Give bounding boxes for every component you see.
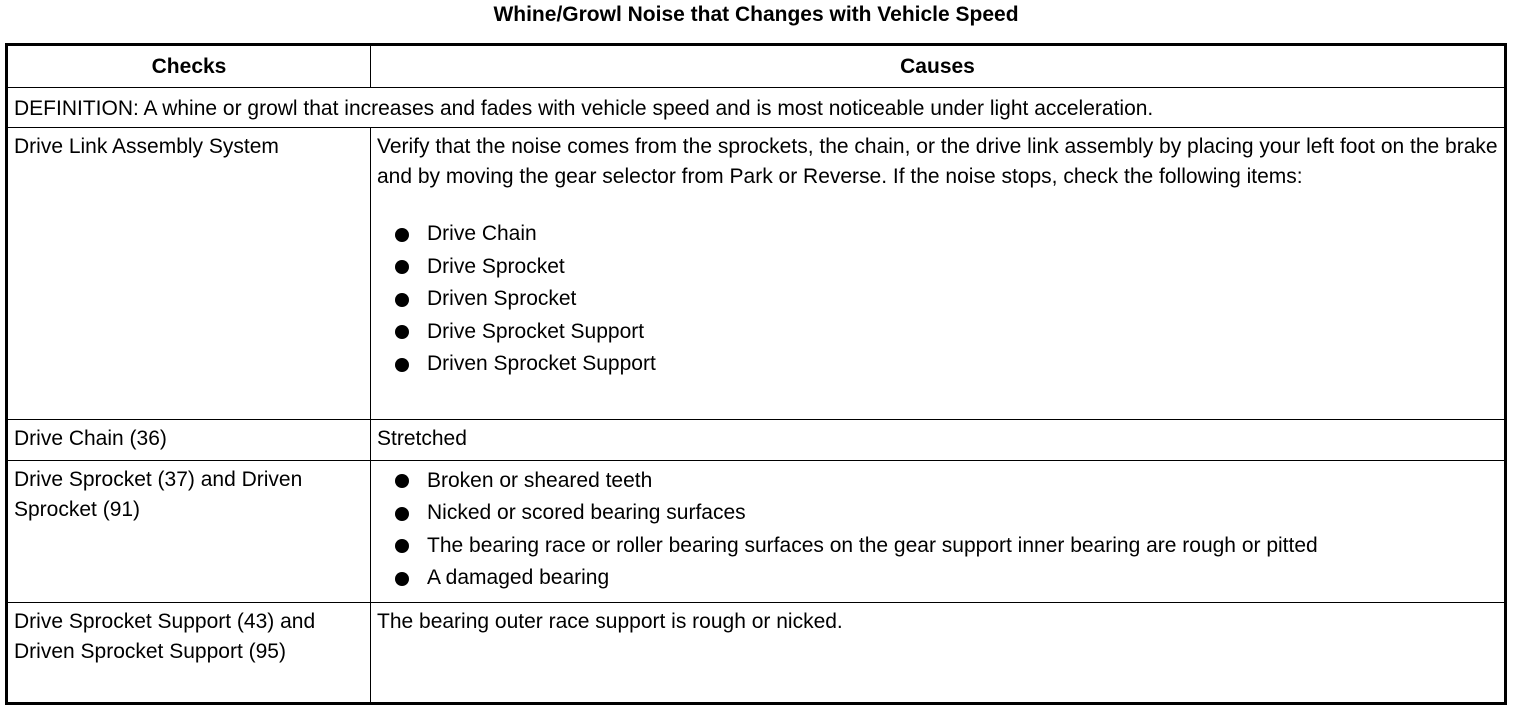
bullet-icon — [395, 293, 409, 307]
bullet-icon — [395, 539, 409, 553]
table-row — [7, 602, 1506, 703]
bullet-icon — [395, 325, 409, 339]
bullet-icon — [395, 572, 409, 586]
list-item-label: Drive Sprocket Support — [427, 319, 645, 343]
bullet-list — [377, 218, 1498, 381]
cause-cell — [371, 128, 1506, 420]
list-item — [377, 497, 1498, 530]
check-cell: Drive Link Assembly System — [7, 128, 371, 420]
list-item-label: Broken or sheared teeth — [427, 468, 653, 492]
list-item-label: The bearing race or roller bearing surfaces on the gear support inner bearing are rough or pitted — [427, 533, 1318, 557]
list-item — [377, 218, 1498, 251]
table-row — [7, 420, 1506, 461]
table-row — [7, 128, 1506, 420]
cause-cell: The bearing outer race support is rough or nicked. — [371, 602, 1506, 703]
definition-text: DEFINITION: A whine or growl that increases and fades with vehicle speed and is most noticeable under light acceleration. — [7, 87, 1506, 128]
list-item-label: Driven Sprocket — [427, 287, 577, 311]
list-item-label: Drive Sprocket — [427, 254, 565, 278]
definition-row — [7, 87, 1506, 128]
check-cell: Drive Chain (36) — [7, 420, 371, 461]
bullet-icon — [395, 507, 409, 521]
list-item-label: A damaged bearing — [427, 566, 610, 590]
bullet-icon — [395, 228, 409, 242]
check-cell: Drive Sprocket Support (43) and Driven Sprocket Support (95) — [7, 602, 371, 703]
page-title: Whine/Growl Noise that Changes with Vehicle Speed — [493, 3, 1019, 26]
header-causes: Causes — [371, 45, 1506, 88]
list-item-label: Drive Chain — [427, 222, 537, 246]
diagnostic-table — [5, 43, 1507, 705]
check-cell: Drive Sprocket (37) and Driven Sprocket (91) — [7, 460, 371, 602]
list-item-label: Nicked or scored bearing surfaces — [427, 501, 746, 525]
bullet-icon — [395, 358, 409, 372]
list-item — [377, 465, 1498, 498]
list-item — [377, 348, 1498, 381]
list-item — [377, 283, 1498, 316]
cause-cell — [371, 460, 1506, 602]
table-row — [7, 460, 1506, 602]
bullet-icon — [395, 474, 409, 488]
list-item — [377, 530, 1498, 563]
bullet-list — [377, 465, 1498, 595]
list-item — [377, 562, 1498, 595]
list-item — [377, 251, 1498, 284]
table-header-row — [7, 45, 1506, 88]
bullet-icon — [395, 260, 409, 274]
list-item-label: Driven Sprocket Support — [427, 352, 656, 376]
list-item — [377, 316, 1498, 349]
cause-cell: Stretched — [371, 420, 1506, 461]
cause-text: Verify that the noise comes from the sprockets, the chain, or the drive link assembly by placing your left foot on the brake and by moving the gear selector from Park or Reverse. If the noise stops, check the following items: — [377, 135, 1498, 189]
header-checks: Checks — [7, 45, 371, 88]
